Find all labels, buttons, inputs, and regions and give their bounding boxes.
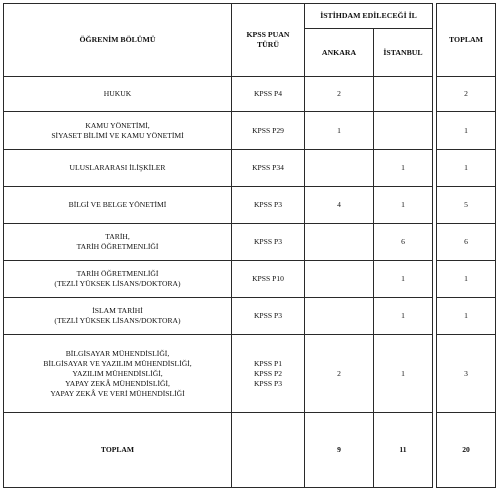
department-line: İSLAM TARİHİ [92,306,143,315]
table-row [4,335,496,413]
department-cell [4,224,232,261]
kpss-cell [232,112,305,150]
department-cell [4,298,232,335]
department-line: YAPAY ZEKÂ MÜHENDİSLİĞİ, [65,378,170,388]
department-line: (TEZLİ YÜKSEK LİSANS/DOKTORA) [54,316,181,325]
totals-kpss-cell [232,413,305,488]
ankara-cell [305,298,374,335]
kpss-cell [232,298,305,335]
kpss-cell [232,335,305,413]
total-cell: 1 [437,298,496,335]
department-line: (TEZLİ YÜKSEK LİSANS/DOKTORA) [54,279,181,288]
kpss-cell [232,224,305,261]
department-line: BİLGİ VE BELGE YÖNETİMİ [68,200,167,209]
totals-ankara: 9 [305,413,374,488]
total-cell: 2 [437,77,496,112]
table-row [4,77,496,112]
header-total: TOPLAM [437,4,496,77]
department-line: BİLGİSAYAR VE YAZILIM MÜHENDİSLİĞİ, [43,358,192,368]
ankara-cell: 1 [305,112,374,150]
header-employment-province: İSTİHDAM EDİLECEĞİ İL [305,4,433,29]
total-cell: 1 [437,150,496,187]
kpss-line: KPSS P3 [253,378,283,388]
header-kpss-score-type: KPSS PUAN TÜRÜ [232,4,305,77]
department-line: BİLGİSAYAR MÜHENDİSLİĞİ, [65,348,170,358]
total-cell: 1 [437,261,496,298]
department-line: TARİH ÖĞRETMENLİĞİ [76,242,159,251]
kpss-line: KPSS P1 [253,358,283,368]
totals-label: TOPLAM [4,413,232,488]
department-cell [4,150,232,187]
kpss-cell [232,150,305,187]
table-row [4,298,496,335]
kpss-cell [232,261,305,298]
kpss-line: KPSS P34 [252,163,284,172]
istanbul-cell: 6 [374,224,433,261]
department-line: TARİH, [105,232,130,241]
kpss-cell [232,187,305,224]
department-cell [4,77,232,112]
header-istanbul: İSTANBUL [374,29,433,77]
istanbul-cell: 1 [374,150,433,187]
department-line: HUKUK [103,89,132,98]
table-row [4,112,496,150]
istanbul-cell [374,112,433,150]
total-cell: 3 [437,335,496,413]
ankara-cell: 4 [305,187,374,224]
ankara-cell [305,224,374,261]
kpss-line: KPSS P3 [253,311,283,320]
ankara-cell [305,261,374,298]
totals-istanbul: 11 [374,413,433,488]
header-department: ÖĞRENİM BÖLÜMÜ [4,4,232,77]
table-row [4,150,496,187]
kpss-line: KPSS P3 [253,237,283,246]
header-ankara: ANKARA [305,29,374,77]
ankara-cell: 2 [305,335,374,413]
istanbul-cell: 1 [374,298,433,335]
kpss-line: KPSS P29 [252,125,284,135]
staffing-table [3,3,496,488]
department-line: YAPAY ZEKÂ VE VERİ MÜHENDİSLİĞİ [50,388,185,398]
ankara-cell [305,150,374,187]
department-line: SİYASET BİLİMİ VE KAMU YÖNETİMİ [51,130,184,140]
istanbul-cell: 1 [374,335,433,413]
table-row [4,261,496,298]
totals-total: 20 [437,413,496,488]
totals-row [4,413,496,488]
kpss-cell [232,77,305,112]
department-line: KAMU YÖNETİMİ, [85,120,150,130]
total-cell: 6 [437,224,496,261]
table-row [4,187,496,224]
department-cell [4,261,232,298]
department-line: ULUSLARARASI İLİŞKİLER [69,163,166,172]
department-line: TARİH ÖĞRETMENLİĞİ [76,269,159,278]
kpss-line: KPSS P10 [252,274,284,283]
total-cell: 1 [437,112,496,150]
ankara-cell: 2 [305,77,374,112]
istanbul-cell: 1 [374,187,433,224]
kpss-line: KPSS P2 [253,368,283,378]
istanbul-cell: 1 [374,261,433,298]
department-cell [4,187,232,224]
table-row [4,224,496,261]
department-line: YAZILIM MÜHENDİSLİĞİ, [72,368,163,378]
department-cell [4,335,232,413]
department-cell [4,112,232,150]
kpss-line: KPSS P4 [253,89,283,98]
istanbul-cell [374,77,433,112]
header-row [4,4,496,29]
total-cell: 5 [437,187,496,224]
kpss-line: KPSS P3 [253,200,283,209]
